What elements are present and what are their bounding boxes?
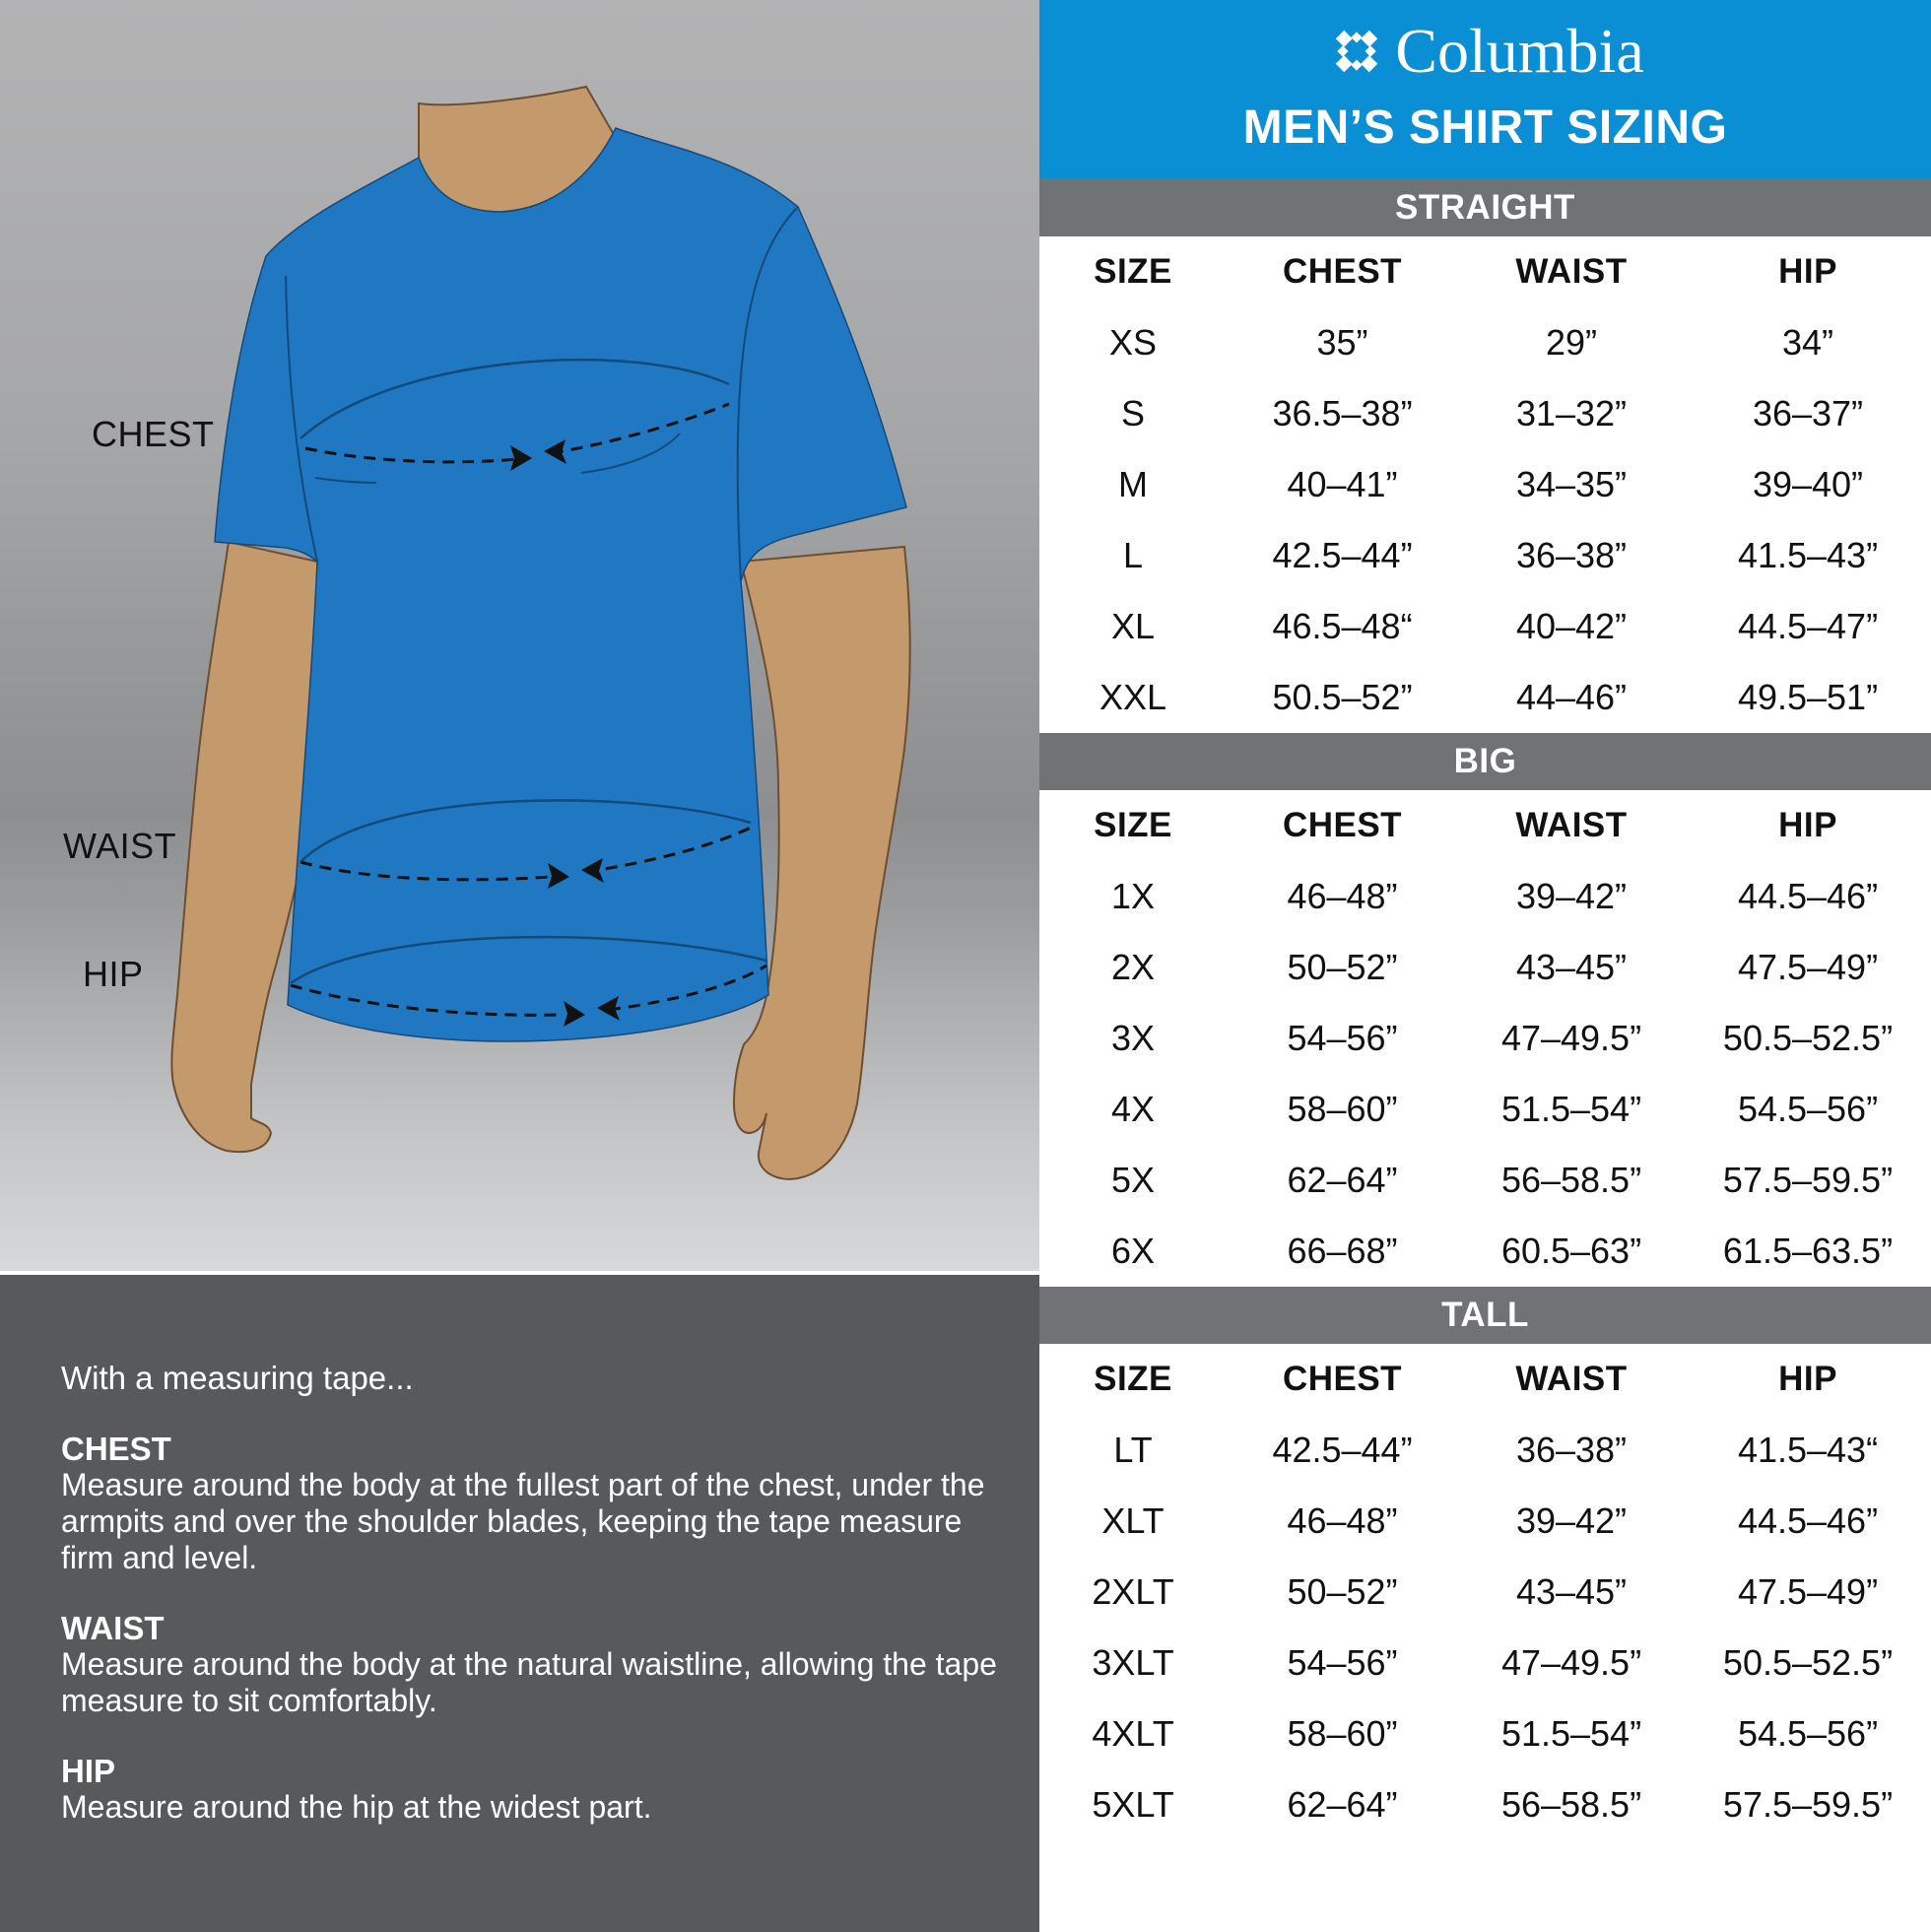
- table-cell: M: [1118, 464, 1148, 504]
- table-row: [1039, 378, 1931, 449]
- table-row: [1039, 1628, 1931, 1699]
- table-cell: 3X: [1110, 1018, 1156, 1058]
- table-cell: 2XLT: [1092, 1571, 1174, 1612]
- column-header: HIP: [1778, 252, 1837, 291]
- table-cell: 41.5–43”: [1737, 535, 1879, 575]
- table-cell: 56–58.5”: [1500, 1160, 1642, 1200]
- chest-guide: [61, 1431, 1039, 1576]
- table-cell: 36–37”: [1752, 393, 1864, 433]
- size-table: [1039, 236, 1931, 733]
- table-cell: 4X: [1110, 1089, 1156, 1129]
- hip-guide: [61, 1753, 1039, 1826]
- table-cell: 46–48”: [1287, 1500, 1398, 1541]
- table-row: [1039, 1216, 1931, 1287]
- section-title: STRAIGHT: [1039, 179, 1931, 236]
- table-cell: 61.5–63.5”: [1722, 1231, 1894, 1271]
- table-cell: 40–42”: [1515, 606, 1628, 646]
- column-header: SIZE: [1094, 806, 1172, 844]
- table-row: [1039, 932, 1931, 1003]
- chart-header: [1039, 0, 1931, 179]
- table-cell: L: [1122, 535, 1144, 575]
- table-row: [1039, 520, 1931, 591]
- table-cell: 4XLT: [1092, 1713, 1174, 1754]
- table-cell: 42.5–44”: [1272, 535, 1413, 575]
- hip-guide-text: Measure around the hip at the widest part.: [61, 1789, 652, 1825]
- table-cell: 57.5–59.5”: [1722, 1784, 1894, 1825]
- table-cell: 40–41”: [1287, 464, 1398, 504]
- table-row: [1039, 1145, 1931, 1216]
- size-table: [1039, 790, 1931, 1287]
- table-cell: XS: [1108, 322, 1158, 363]
- table-cell: 47–49.5”: [1500, 1642, 1642, 1683]
- table-cell: 54–56”: [1287, 1642, 1398, 1683]
- size-sections: [1039, 179, 1931, 1840]
- table-row: [1039, 1003, 1931, 1074]
- hip-label: HIP: [83, 954, 144, 994]
- table-cell: 57.5–59.5”: [1722, 1160, 1894, 1200]
- table-cell: 56–58.5”: [1500, 1784, 1642, 1825]
- table-cell: 34”: [1781, 322, 1834, 363]
- table-cell: 50.5–52”: [1272, 677, 1413, 717]
- hip-guide-title: HIP: [61, 1753, 116, 1789]
- columbia-diamond-logo-icon: [1326, 21, 1387, 82]
- table-cell: 35”: [1316, 322, 1368, 363]
- table-cell: 50–52”: [1287, 1571, 1398, 1612]
- table-cell: 50–52”: [1287, 947, 1398, 987]
- column-header: WAIST: [1515, 252, 1628, 291]
- table-row: [1039, 861, 1931, 932]
- column-header: WAIST: [1515, 806, 1628, 844]
- table-cell: 31–32”: [1515, 393, 1628, 433]
- table-row: [1039, 1486, 1931, 1557]
- table-cell: 46.5–48“: [1272, 606, 1413, 646]
- section-tall: [1039, 1287, 1931, 1840]
- table-cell: 44.5–47”: [1737, 606, 1879, 646]
- table-cell: 47.5–49”: [1737, 947, 1879, 987]
- table-cell: XXL: [1099, 677, 1167, 717]
- table-cell: 36.5–38”: [1272, 393, 1413, 433]
- column-header: CHEST: [1282, 252, 1403, 291]
- table-cell: 46–48”: [1287, 876, 1398, 916]
- table-cell: 3XLT: [1092, 1642, 1174, 1683]
- table-cell: 1X: [1110, 876, 1156, 916]
- table-cell: 51.5–54”: [1500, 1089, 1642, 1129]
- table-row: [1039, 1074, 1931, 1145]
- measurement-illustration: [0, 0, 1039, 1271]
- table-cell: XL: [1110, 606, 1156, 646]
- table-row: [1039, 307, 1931, 378]
- chest-guide-text: Measure around the body at the fullest part of the chest, under the armpits and over the shoulder blades, keeping the tape measure firm and level.: [61, 1467, 985, 1575]
- table-cell: LT: [1113, 1430, 1153, 1470]
- table-cell: 47.5–49”: [1737, 1571, 1879, 1612]
- waist-label: WAIST: [63, 826, 177, 866]
- section-straight: [1039, 179, 1931, 733]
- table-cell: 39–42”: [1515, 1500, 1628, 1541]
- table-cell: 51.5–54”: [1500, 1713, 1642, 1754]
- table-cell: 62–64”: [1287, 1160, 1398, 1200]
- table-cell: 62–64”: [1287, 1784, 1398, 1825]
- size-table: [1039, 1344, 1931, 1840]
- table-cell: 58–60”: [1287, 1089, 1398, 1129]
- waist-guide-title: WAIST: [61, 1610, 165, 1646]
- table-cell: 39–42”: [1515, 876, 1628, 916]
- table-row: [1039, 1415, 1931, 1486]
- table-cell: 60.5–63”: [1500, 1231, 1642, 1271]
- table-cell: 58–60”: [1287, 1713, 1398, 1754]
- column-header: SIZE: [1094, 252, 1172, 291]
- table-cell: 43–45”: [1515, 1571, 1628, 1612]
- chest-guide-title: CHEST: [61, 1431, 171, 1467]
- table-cell: 36–38”: [1515, 535, 1628, 575]
- table-cell: 50.5–52.5”: [1722, 1642, 1894, 1683]
- table-cell: 41.5–43“: [1737, 1430, 1879, 1470]
- table-header-row: [1039, 236, 1931, 307]
- brand-name: Columbia: [1395, 16, 1644, 86]
- table-cell: 49.5–51”: [1737, 677, 1879, 717]
- table-row: [1039, 662, 1931, 733]
- size-chart-panel: [1039, 0, 1931, 1932]
- table-cell: 5XLT: [1092, 1784, 1174, 1825]
- table-cell: 44.5–46”: [1737, 1500, 1879, 1541]
- table-row: [1039, 1557, 1931, 1628]
- table-cell: XLT: [1101, 1500, 1165, 1541]
- waist-guide: [61, 1610, 1039, 1719]
- column-header: SIZE: [1094, 1360, 1172, 1398]
- section-title: BIG: [1039, 733, 1931, 790]
- table-cell: 43–45”: [1515, 947, 1628, 987]
- table-cell: 42.5–44”: [1272, 1430, 1413, 1470]
- table-cell: 44.5–46”: [1737, 876, 1879, 916]
- table-cell: 6X: [1110, 1231, 1156, 1271]
- measuring-instructions: [0, 1275, 1039, 1932]
- table-cell: 47–49.5”: [1500, 1018, 1642, 1058]
- table-cell: 34–35”: [1515, 464, 1628, 504]
- table-cell: 54.5–56”: [1737, 1713, 1879, 1754]
- table-cell: 39–40”: [1752, 464, 1864, 504]
- shirt-figure-graphic: [0, 0, 1039, 1271]
- table-cell: 54–56”: [1287, 1018, 1398, 1058]
- table-row: [1039, 449, 1931, 520]
- column-header: HIP: [1778, 806, 1837, 844]
- table-row: [1039, 591, 1931, 662]
- column-header: WAIST: [1515, 1360, 1628, 1398]
- table-cell: 66–68”: [1287, 1231, 1398, 1271]
- instructions-intro: With a measuring tape...: [61, 1360, 414, 1396]
- section-title: TALL: [1039, 1287, 1931, 1344]
- table-row: [1039, 1769, 1931, 1840]
- brand-logo: [1039, 14, 1931, 89]
- table-header-row: [1039, 790, 1931, 861]
- table-cell: 44–46”: [1515, 677, 1628, 717]
- table-cell: 2X: [1110, 947, 1156, 987]
- column-header: HIP: [1778, 1360, 1837, 1398]
- table-cell: 5X: [1110, 1160, 1156, 1200]
- chest-label: CHEST: [92, 414, 215, 454]
- table-cell: 29”: [1545, 322, 1598, 363]
- section-big: [1039, 733, 1931, 1287]
- table-cell: 54.5–56”: [1737, 1089, 1879, 1129]
- table-cell: 50.5–52.5”: [1722, 1018, 1894, 1058]
- table-row: [1039, 1699, 1931, 1769]
- page-title: MEN’S SHIRT SIZING: [1242, 101, 1728, 154]
- table-cell: 36–38”: [1515, 1430, 1628, 1470]
- column-header: CHEST: [1282, 1360, 1403, 1398]
- column-header: CHEST: [1282, 806, 1403, 844]
- waist-guide-text: Measure around the body at the natural waistline, allowing the tape measure to sit comfortably.: [61, 1646, 997, 1718]
- table-cell: S: [1120, 393, 1145, 433]
- table-header-row: [1039, 1344, 1931, 1415]
